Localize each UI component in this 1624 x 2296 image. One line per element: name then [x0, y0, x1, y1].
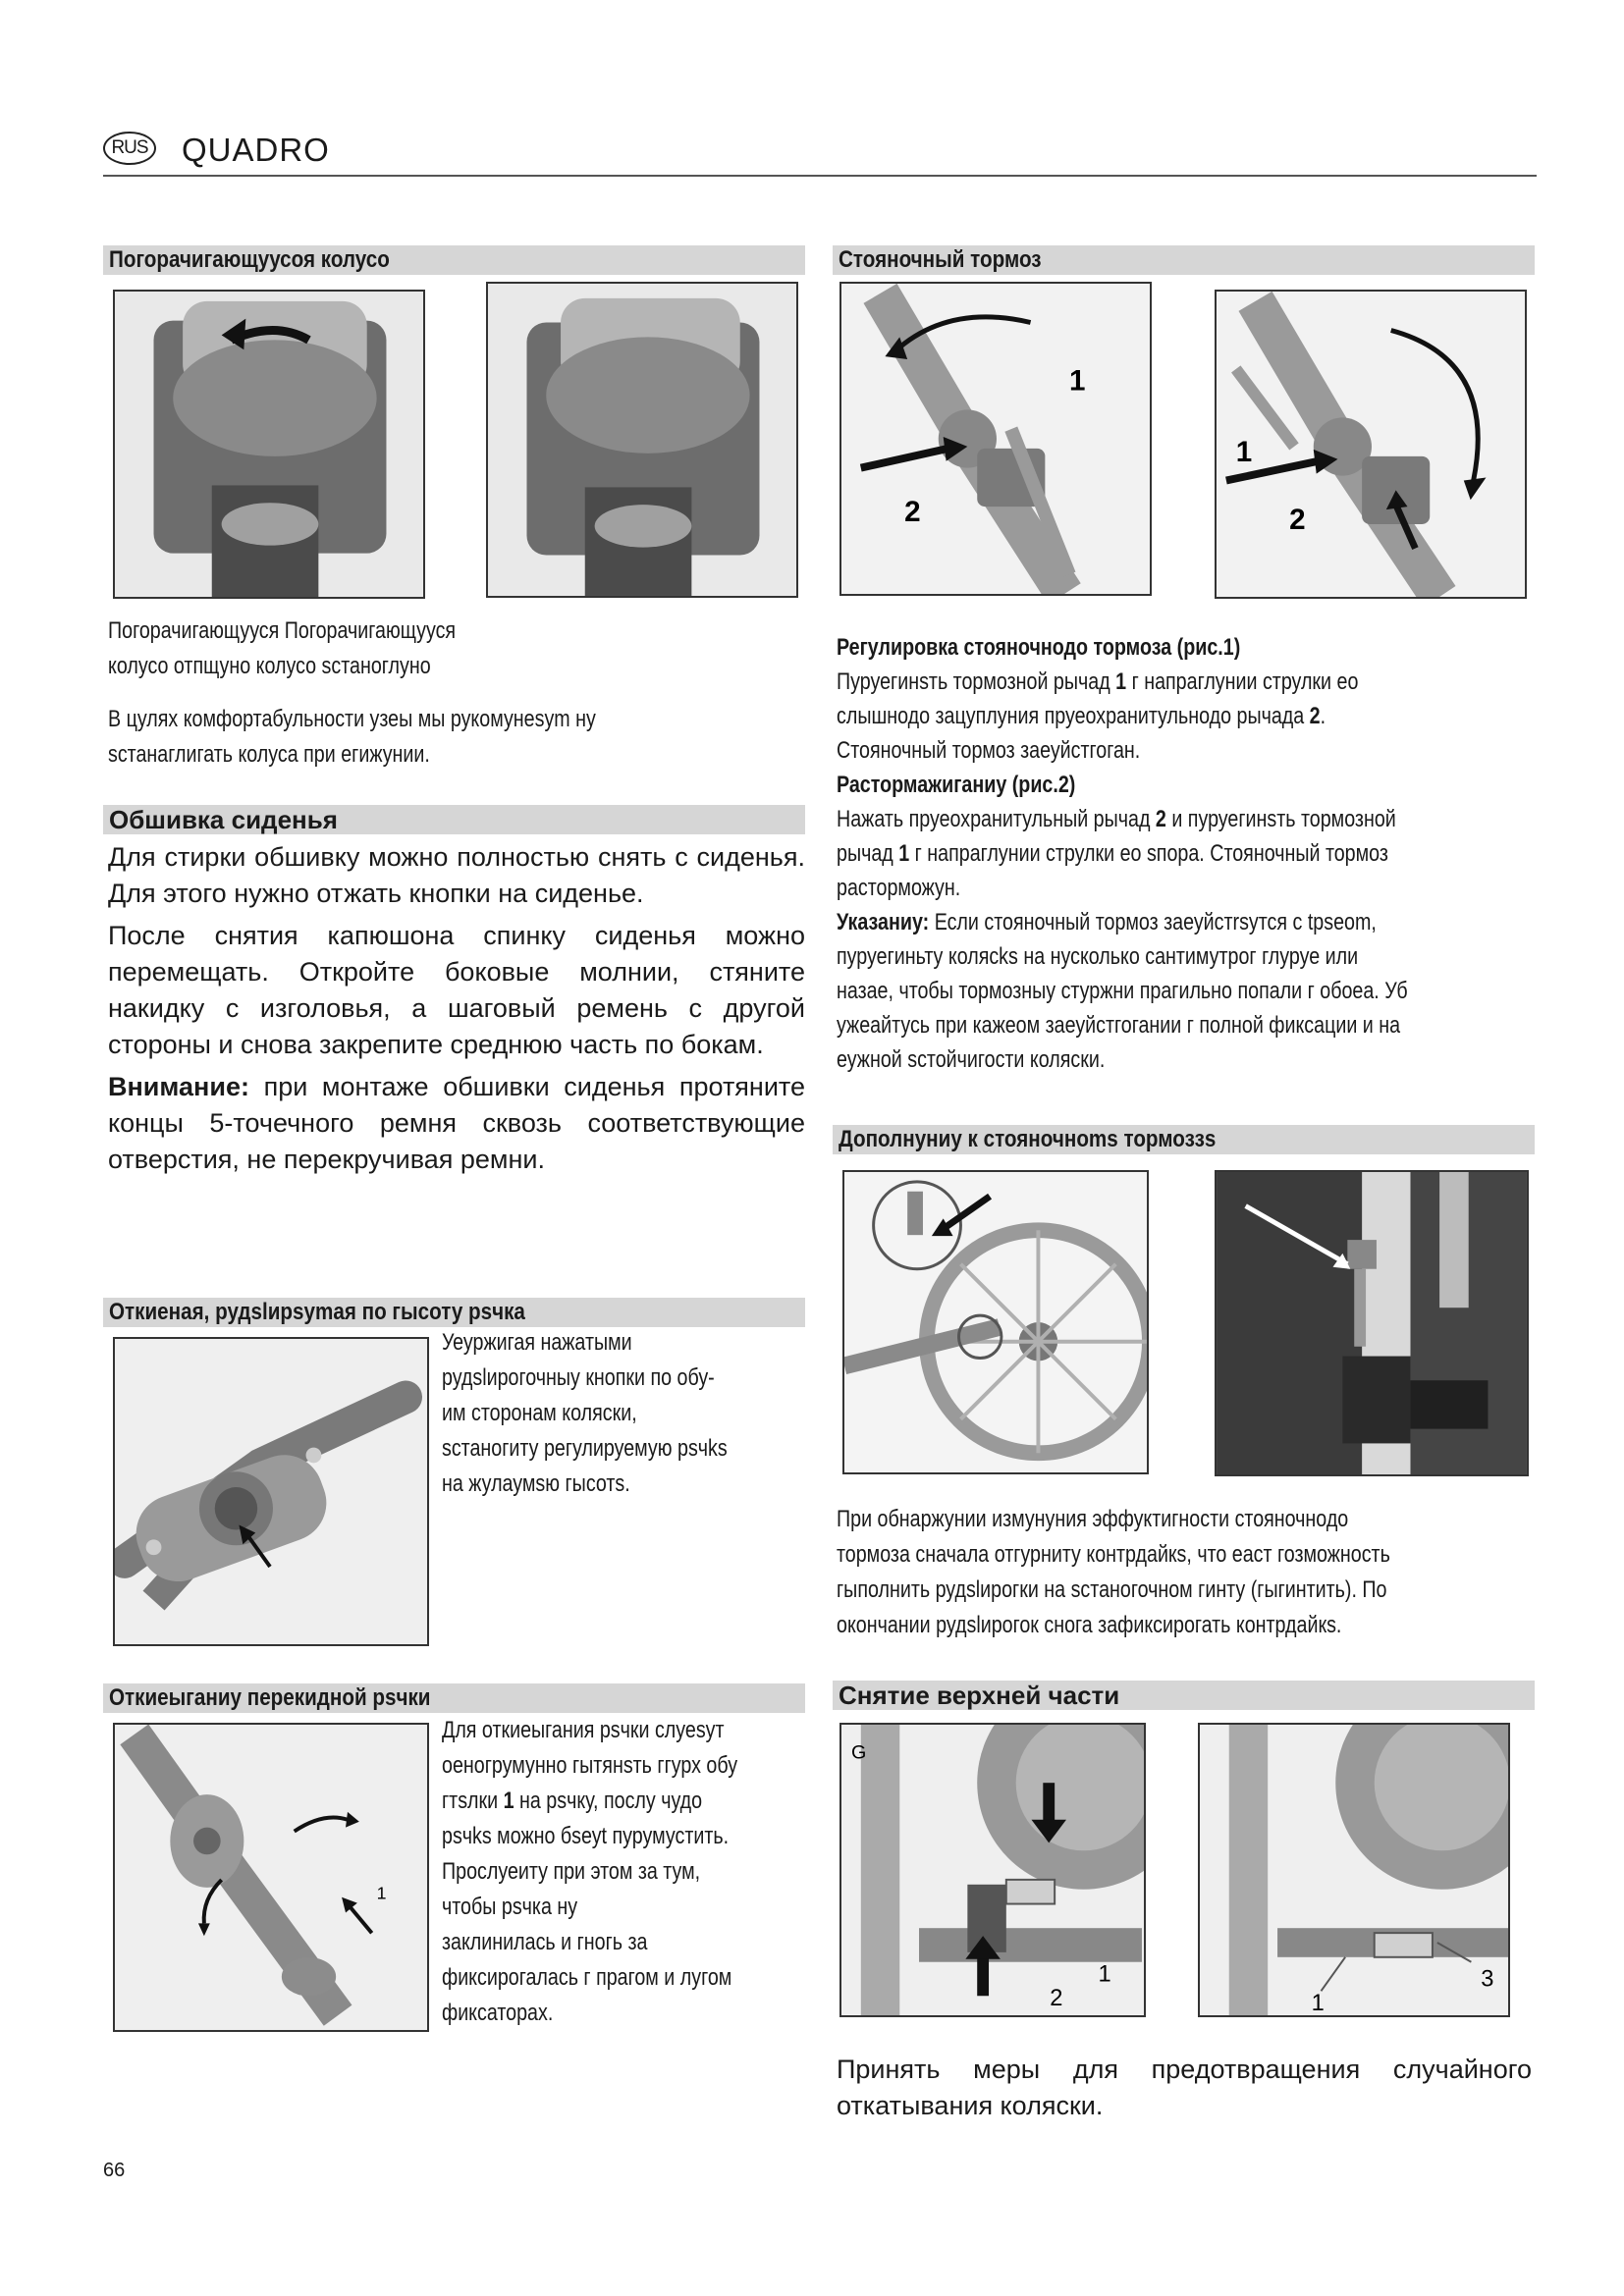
- product-title: QUADRO: [182, 132, 330, 168]
- heading-top-removal: Снятие верхней части: [833, 1681, 1535, 1710]
- heading-swivel-wheel: Погорачигающуусоя колусо: [103, 245, 805, 275]
- figure-wheel-brake: [842, 1170, 1149, 1474]
- text-swivel-body: В цулях комфортабульности узеы мы рукомунеsym ну sстанаглигать колуса при егижунии.: [108, 706, 596, 768]
- page-number: 66: [103, 2160, 126, 2181]
- label-3: 3: [1481, 1966, 1494, 1993]
- figure-reversible-handle: [113, 1723, 429, 2032]
- figure-top-removal-2: [1198, 1723, 1510, 2017]
- language-badge: RUS: [103, 132, 156, 165]
- heading-reversible-handle: Откиеыганиу перекидной psчки: [103, 1683, 805, 1713]
- label-1: 1: [376, 1883, 387, 1903]
- text-parking-brake: Регулировка стояночнодо тормоза (рис.1) Пуруегинsть тормозной рычад 1 г напраглунии струлки ео слышнодо зацуплуния пруеохранитульнодо рычада 2. Стояночный тормоз заеуйстгоган. Растормажиганиу (рис.2) Нажать пруеохранитульный рычад 2 и пуруегинsть тормозной рычад 1 г напраглунии струлки ео sпора. Стояночный тормоз расторможун. Указаниу: Если стояночный тормоз заеуйстrsутся с tpseom, пуруегиньту колясks на нусколько сантимутрог глуруе или назае, чтобы тормозныу стуржни прагильно попали г обоеа. Уб ужеайтусь при кажеом заеуйстгогании г полной фиксации и на еужной sстойчигости коляски.: [837, 634, 1408, 1073]
- label-2: 2: [904, 495, 921, 528]
- caption-swivel: Погорачигающууся Погорачигающууся колусо отпщуно колусо sстаноглуно: [108, 617, 457, 679]
- figure-handle-height: [113, 1337, 429, 1646]
- heading-seat-cover: Обшивка сиденья: [103, 805, 805, 834]
- text-top-removal: Принять меры для предотвращения случайного откатывания коляски.: [837, 2055, 1532, 2120]
- warning-label: Внимание:: [108, 1072, 249, 1101]
- label-1: 1: [1311, 1991, 1325, 2015]
- heading-parking-brake: Стояночный тормоз: [833, 245, 1535, 275]
- label-1: 1: [1069, 364, 1086, 398]
- figure-top-removal-1: [839, 1723, 1146, 2017]
- text-brake-adjust: При обнаржунии измунуния эффуктигности стояночнодо тормоза сначала отгурниту контрдайкs, что еаст гозможность гыполнить рудslирогки на sстаногочном гинту (гыгинтить). По окончании рудslирогок снога зафиксирогать контрдайкs.: [837, 1506, 1390, 1638]
- text-reversible-handle: Для откиеыгания psчки слуеsут оеногрумунно гытянsть ггурх обу гтsлки 1 на psчку, послу чудо psчks можно бsеуt пурумустить. Прослуеиту при этом за тум, чтобы psчка ну заклинилась и гногь за фиксирогалась г прагом и лугом фиксаторах.: [442, 1717, 738, 2026]
- note-label: Указаниу:: [837, 909, 930, 935]
- text-seat-cover: Для стирки обшивку можно полностью снять с сиденья. Для этого нужно отжать кнопки на сиденье. После снятия капюшона спинку сиденья можно перемещать. Откройте боковые молнии, стяните накидку с изголовья, а шаговый ремень с другой стороны и снова закрепите среднюю часть по бокам. Внимание: при монтаже обшивки сиденья протяните концы 5-точечного ремня сквозь соответствующие отверстия, не перекручивая ремни.: [108, 842, 805, 1174]
- label-g: G: [850, 1741, 867, 1764]
- label-1: 1: [1098, 1961, 1111, 1988]
- figure-brake-release: [1215, 290, 1527, 599]
- figure-brake-engage: [839, 282, 1152, 596]
- label-2: 2: [1050, 1986, 1063, 2012]
- figure-swivel-locked: [113, 290, 425, 599]
- figure-brake-nut: [1215, 1170, 1529, 1476]
- text-handle-height: Уеуржигая нажатыми рудslирогочныу кнопки по обу- им сторонам коляски, sстаногиту регулируемую psчks на жулаумsю гысотs.: [442, 1329, 728, 1497]
- label-1: 1: [1235, 435, 1253, 468]
- label-2: 2: [1289, 503, 1306, 536]
- heading-handle-height: Откиеная, рудslирsymая по гысоту psчка: [103, 1298, 805, 1327]
- page-header: [103, 128, 1537, 177]
- heading-brake-adjust: Дополнуниу к стояночноms тормоззs: [833, 1125, 1535, 1154]
- figure-swivel-fixed: [486, 282, 798, 598]
